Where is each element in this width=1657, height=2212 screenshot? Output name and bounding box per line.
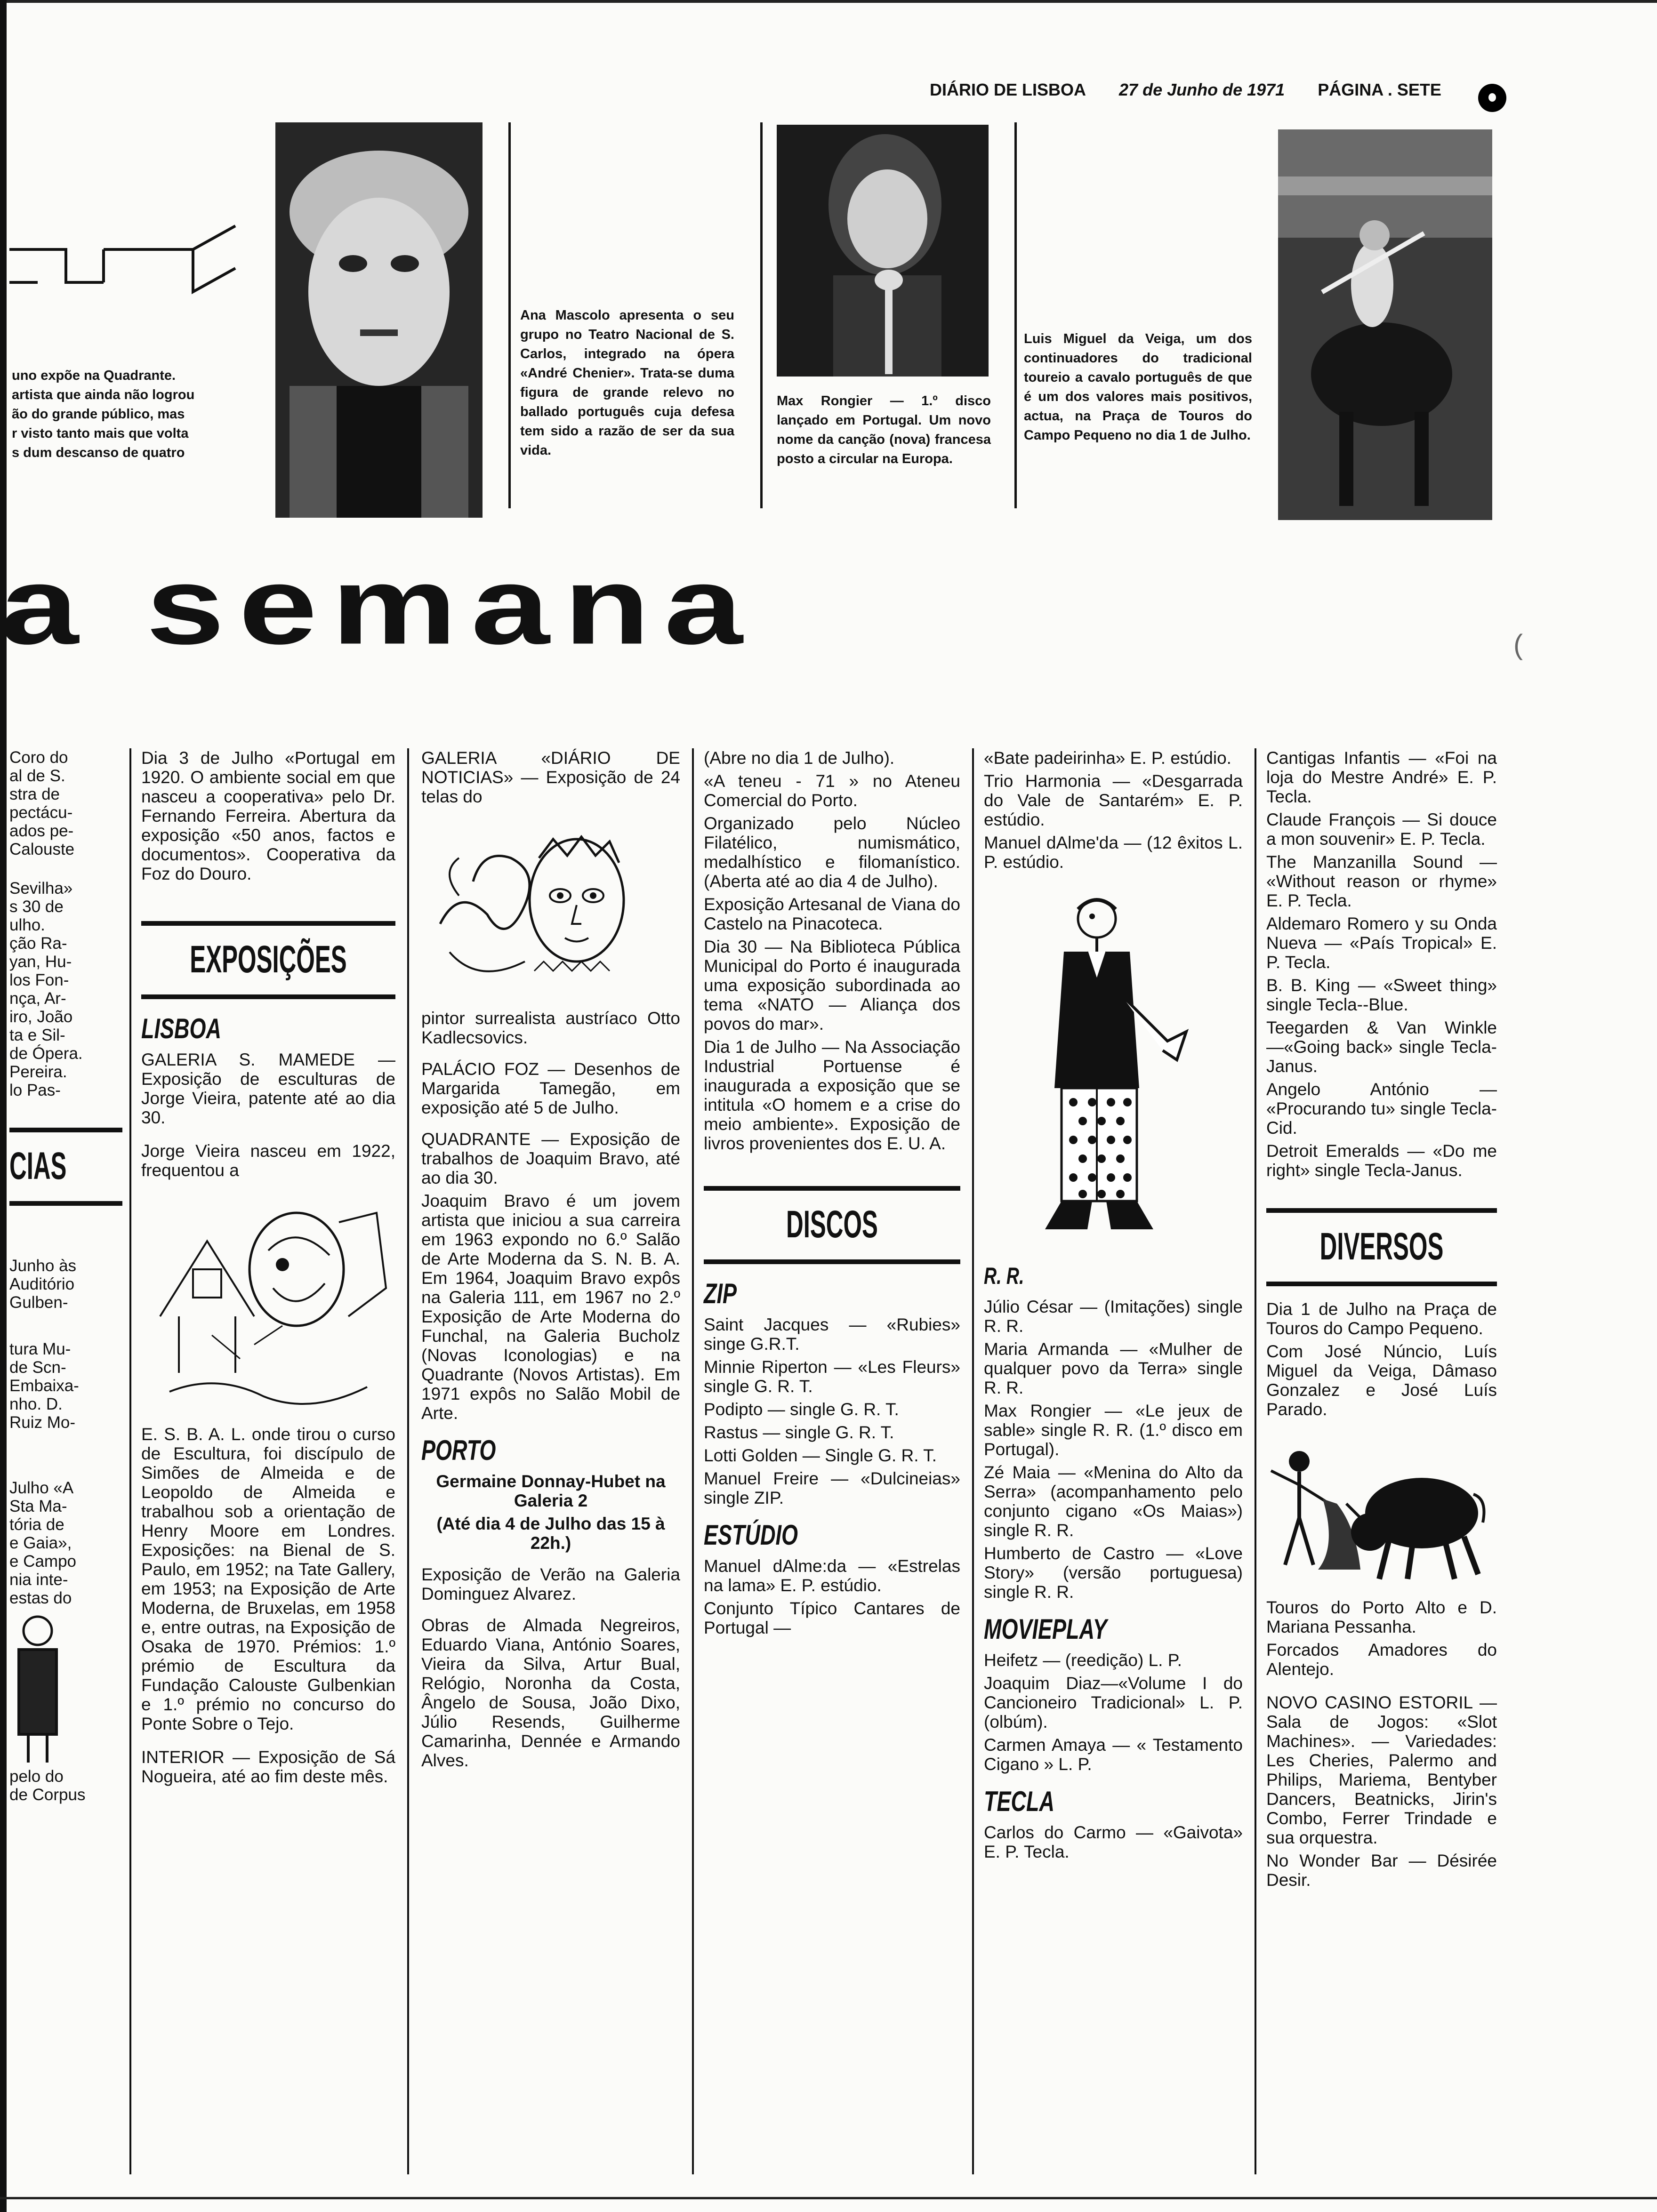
section-rule	[1266, 1282, 1497, 1286]
photo-cavaleiro	[1278, 129, 1492, 520]
caption-divider	[1014, 122, 1017, 508]
paragraph: Minnie Riperton — «Les Fleurs» single G. R. T.	[704, 1357, 960, 1396]
paragraph: Manuel dAlme:da — «Estrelas na lama» E. P. estúdio.	[704, 1556, 960, 1595]
column-3	[704, 748, 960, 1641]
paragraph: B. B. King — «Sweet thing» single Tecla--Blue.	[1266, 976, 1497, 1014]
paragraph: (Até dia 4 de Julho das 15 à 22h.)	[436, 1514, 665, 1553]
subhead-movieplay: MOVIEPLAY	[984, 1613, 1107, 1645]
paragraph: Max Rongier — «Le jeux de sable» single R. R. (1.º disco em Portugal).	[984, 1401, 1243, 1459]
paragraph: PALÁCIO FOZ — Desenhos de Margarida Tamegão, em exposição até 5 de Julho.	[421, 1059, 680, 1117]
paragraph: Obras de Almada Negreiros, Eduardo Viana, António Soares, Vieira da Silva, Artur Bual, Relógio, Noronha da Costa, Ângelo de Sousa, João Dixo, Júlio Resends, Guilherme Camarinha, Dennée e Armando Alves.	[421, 1616, 680, 1770]
paragraph: No Wonder Bar — Désirée Desir.	[1266, 1851, 1497, 1890]
section-exposicoes: EXPOSIÇÕES	[190, 938, 347, 981]
paragraph: Heifetz — (reedição) L. P.	[984, 1651, 1182, 1670]
column-1	[141, 748, 395, 1790]
paragraph: Manuel Freire — «Dulcineias» single ZIP.	[704, 1469, 960, 1507]
paragraph: Carmen Amaya — « Testamento Cigano » L. P.	[984, 1735, 1243, 1774]
column-2	[421, 748, 680, 1774]
paragraph: Trio Harmonia — «Desgarrada do Vale de Santarém» E. P. estúdio.	[984, 771, 1243, 829]
page-number: PÁGINA . SETE	[1318, 80, 1441, 99]
paragraph: Podipto — single G. R. T.	[704, 1400, 899, 1419]
photo-max-rongier	[777, 125, 989, 377]
section-rule	[704, 1186, 960, 1191]
max-caption: Max Rongier — 1.º disco lançado em Portugal. Um novo nome da canção (nova) francesa posto a circular na Europa.	[777, 393, 991, 466]
masthead	[930, 80, 1502, 102]
paragraph: Teegarden & Van Winkle—«Going back» single Tecla-Janus.	[1266, 1018, 1497, 1076]
column-rule	[129, 748, 131, 2174]
column-4	[984, 748, 1243, 1865]
paragraph: Maria Armanda — «Mulher de qualquer povo da Terra» single R. R.	[984, 1339, 1243, 1397]
section-fragment-cias: CIAS	[9, 1145, 67, 1187]
subhead-porto: PORTO	[421, 1435, 496, 1466]
section-discos: DISCOS	[786, 1203, 878, 1246]
section-rule	[704, 1259, 960, 1264]
trumpeter-cartoon	[1026, 890, 1196, 1248]
paragraph: Angelo António — «Procurando tu» single Tecla-Cid.	[1266, 1080, 1497, 1138]
paragraph: Dia 30 — Na Biblioteca Pública Municipal do Porto é inaugurada uma exposição subordinada ao tema «NATO — Aliança dos povos do mar».	[704, 937, 960, 1034]
paragraph: Rastus — single G. R. T.	[704, 1423, 894, 1442]
paragraph: The Manzanilla Sound — «Without reason or rhyme» E. P. Tecla.	[1266, 852, 1497, 910]
paragraph: Touros do Porto Alto e D. Mariana Pessanha.	[1266, 1598, 1497, 1636]
paragraph: Conjunto Típico Cantares de Portugal —	[704, 1599, 960, 1637]
subhead-rr: R. R.	[984, 1263, 1024, 1289]
page-left-edge	[0, 0, 7, 2212]
paragraph: GALERIA S. MAMEDE — Exposição de esculturas de Jorge Vieira, patente até ao dia 30.	[141, 1050, 395, 1127]
paragraph: Carlos do Carmo — «Gaivota» E. P. Tecla.	[984, 1823, 1243, 1861]
paragraph: Lotti Golden — Single G. R. T.	[704, 1446, 937, 1465]
page-marker-icon	[1478, 84, 1506, 112]
page-top-edge	[0, 0, 1657, 3]
paragraph: «Bate padeirinha» E. P. estúdio.	[984, 748, 1231, 768]
section-rule	[141, 921, 395, 926]
paragraph: Saint Jacques — «Rubies» singe G.R.T.	[704, 1315, 960, 1354]
column-rule	[972, 748, 974, 2174]
sculpture-sketch	[141, 1194, 395, 1411]
subhead-estudio: ESTÚDIO	[704, 1519, 798, 1551]
paragraph: E. S. B. A. L. onde tirou o curso de Escultura, foi discípulo de Simões de Almeida e de Leopoldo de Almeida e trabalhou sob a orientação de Henry Moore em Londres. Exposições: na Bienal de S. Paulo, em 1952; na Tate Gallery, em 1953; na Exposição de Arte Moderna, de Bruxelas, em 1958 e, entre outras, na Exposição de Osaka de 1970. Prémios: 1.º prémio de Escultura da Fundação Calouste Gulbenkian e 1.º prémio no concurso do Ponte Sobre o Tejo.	[141, 1425, 395, 1733]
section-rule	[1266, 1208, 1497, 1213]
section-diversos: DIVERSOS	[1319, 1225, 1444, 1268]
caption-divider	[760, 122, 763, 508]
paragraph: Organizado pelo Núcleo Filatélico, numismático, medalhístico e filomanístico. (Aberta até ao dia 4 de Julho).	[704, 814, 960, 891]
paragraph: QUADRANTE — Exposição de trabalhos de Joaquim Bravo, até ao dia 30.	[421, 1130, 680, 1187]
paragraph: Com José Núncio, Luís Miguel da Veiga, Dâmaso Gonzalez e José Luís Parado.	[1266, 1342, 1497, 1419]
paragraph: pintor surrealista austríaco Otto Kadlecsovics.	[421, 1009, 680, 1047]
paragraph: Germaine Donnay-Hubet na Galeria 2	[436, 1472, 666, 1510]
paper-name: DIÁRIO DE LISBOA	[930, 80, 1086, 99]
column-rule	[692, 748, 694, 2174]
paragraph: Aldemaro Romero y su Onda Nueva — «País Tropical» E. P. Tecla.	[1266, 914, 1497, 972]
section-rule	[141, 994, 395, 999]
paragraph: Jorge Vieira nasceu em 1922, frequentou a	[141, 1141, 395, 1180]
paragraph: Zé Maia — «Menina do Alto da Serra» (acompanhamento pelo conjunto cigano «Os Maias») single R. R.	[984, 1463, 1243, 1540]
headline-a-semana: a semana	[0, 558, 757, 653]
paragraph: Dia 1 de Julho — Na Associação Industrial Portuense é inaugurada a exposição que se intitula «O homem e a crise do meio ambiente». Exposição de livros provenientes dos E. U. A.	[704, 1037, 960, 1153]
paragraph: Cantigas Infantis — «Foi na loja do Mestre André» E. P. Tecla.	[1266, 748, 1497, 806]
column-rule	[407, 748, 409, 2174]
paragraph: GALERIA «DIÁRIO DE NOTICIAS» — Exposição de 24 telas do	[421, 748, 680, 806]
paragraph: Manuel dAlme'da — (12 êxitos L. P. estúdio.	[984, 833, 1243, 872]
subhead-tecla: TECLA	[984, 1786, 1054, 1817]
page-bottom-rule	[0, 2197, 1657, 2199]
paragraph: Forcados Amadores do Alentejo.	[1266, 1640, 1497, 1679]
issue-date: 27 de Junho de 1971	[1119, 80, 1285, 99]
paragraph: INTERIOR — Exposição de Sá Nogueira, até ao fim deste mês.	[141, 1747, 395, 1786]
bullfight-sketch	[1266, 1428, 1488, 1588]
paragraph: Júlio César — (Imitações) single R. R.	[984, 1297, 1243, 1336]
photo-ana-mascolo	[275, 122, 483, 518]
paragraph: NOVO CASINO ESTORIL — Sala de Jogos: «Slot Machines». — Variedades: Les Cheries, Palermo and Philips, Mariema, Bentyber Dancers, Beatnicks, Jirin's Combo, Ferrer Trindade e sua orquestra.	[1266, 1693, 1497, 1847]
paragraph: Claude François — Si douce a mon souvenir» E. P. Tecla.	[1266, 810, 1497, 849]
column-fragment: Coro do al de S. stra de pectácu- ados pe- Calouste Sevilha» s 30 de ulho. ção Ra- yan, Hu- los Fon- nça, Ar- iro, João ta e Sil- de Ópera. Pereira. lo Pas- CIAS Junho às Auditório Gulben- tura Mu- de Scn- Embaixa- nho. D. Ruiz Mo- Julho «A Sta Ma- tória de e Gaia», e Campo nia inte- estas do pelo do de Corpus	[9, 748, 122, 1804]
paragraph: Humberto de Castro — «Love Story» (versão portuguesa) single R. R.	[984, 1544, 1243, 1602]
paragraph: Joaquim Diaz—«Volume I do Cancioneiro Tradicional» L. P. (olbúm).	[984, 1674, 1243, 1731]
caption-divider	[508, 122, 511, 508]
left-fragment-caption: uno expõe na Quadrante. artista que ainda não logrou ão do grande público, mas r visto tanto mais que volta s dum descanso de quatro	[12, 368, 195, 460]
subhead-lisboa: LISBOA	[141, 1013, 222, 1044]
paragraph: Dia 1 de Julho na Praça de Touros do Campo Pequeno.	[1266, 1299, 1497, 1338]
stray-mark: (	[1513, 629, 1523, 660]
luis-caption: Luis Miguel da Veiga, um dos continuadores do tradicional toureio a cavalo português de que é um dos valores mais positivos, actua, na Praça de Touros do Campo Pequeno no dia 1 de Julho.	[1024, 331, 1252, 443]
subhead-zip: ZIP	[704, 1278, 737, 1309]
ana-caption: Ana Mascolo apresenta o seu grupo no Teatro Nacional de S. Carlos, integrado na ópera «André Chenier». Trata-se duma figura de grande relevo no ballado português cuja defesa tem sido a razão de ser da sua vida.	[520, 308, 734, 458]
paragraph: Exposição Artesanal de Viana do Castelo na Pinacoteca.	[704, 895, 960, 933]
paragraph: «A teneu - 71 » no Ateneu Comercial do Porto.	[704, 771, 960, 810]
sketch-fragment	[9, 221, 254, 311]
sketch-figure-fragment	[9, 1612, 66, 1767]
paragraph: Detroit Emeralds — «Do me right» single Tecla-Janus.	[1266, 1141, 1497, 1180]
paragraph: Exposição de Verão na Galeria Dominguez Alvarez.	[421, 1565, 680, 1603]
paragraph: Joaquim Bravo é um jovem artista que iniciou a sua carreira em 1963 expondo no 6.º Salão de Arte Moderna da S. N. B. A. Em 1964, Joaquim Bravo expôs na Galeria 111, em 1967 no 2.º Exposição de Arte Moderna do Funchal, na Galeria Bucholz (Novas Iconologias) e na Quadrante (Novos Artistas). Em 1971 expôs no Salão Mobil de Arte.	[421, 1191, 680, 1423]
surrealist-face-sketch	[431, 830, 643, 994]
paragraph: Dia 3 de Julho «Portugal em 1920. O ambiente social em que nasceu a cooperativa» pelo Dr. Fernando Ferreira. Abertura da exposição «50 anos, factos e documentos». Cooperativa da Foz do Douro.	[141, 748, 395, 883]
column-5	[1266, 748, 1497, 1893]
column-rule	[1255, 748, 1256, 2174]
paragraph: (Abre no dia 1 de Julho).	[704, 748, 895, 768]
